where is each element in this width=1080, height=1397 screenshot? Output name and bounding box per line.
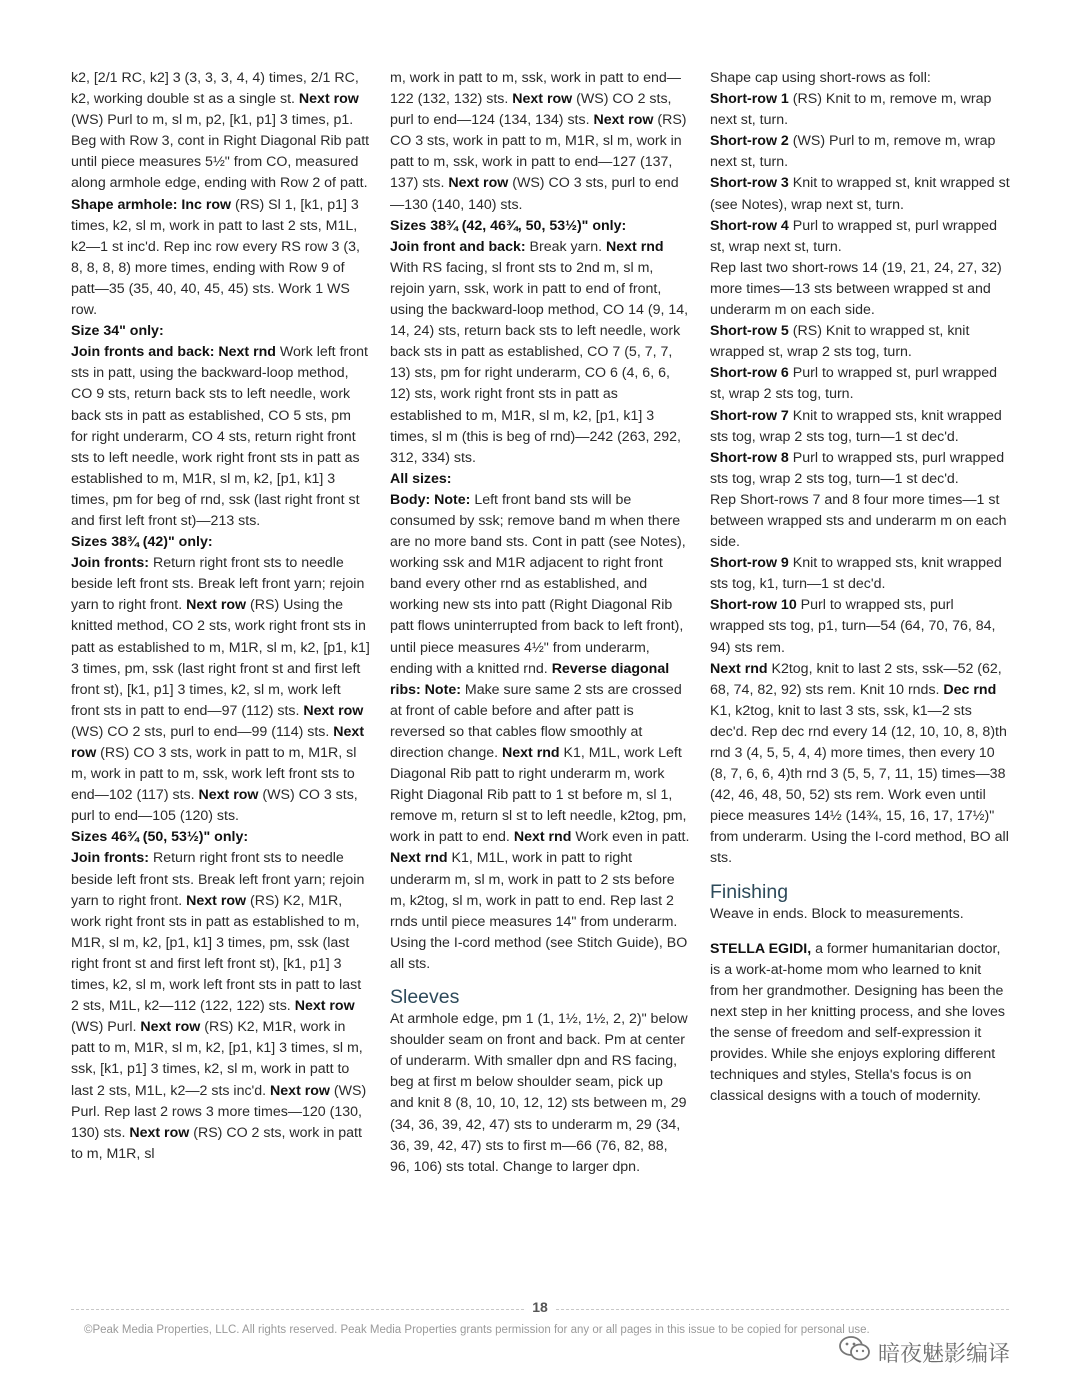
text-run: (WS) Purl. Rep last 2 rows 3 more times—120 (130, 130) sts. — [71, 1082, 367, 1141]
bold-term: Join front and back: — [390, 238, 526, 255]
bold-term: Join fronts: — [71, 555, 150, 572]
pattern-paragraph — [710, 321, 1010, 363]
text-column-2 — [390, 68, 690, 1178]
pattern-paragraph — [710, 258, 1010, 321]
bold-term: Reverse diagonal ribs: Note: — [390, 660, 670, 698]
wechat-icon — [838, 1334, 872, 1370]
text-run: (RS) K2, M1R, work right front sts in patt as established to m, M1R, sl m, k2, [p1, k1] 3 times, pm, ssk (last right front st and first left front st), [k1, p1] 3 times, k2, sl m, work left front sts in patt to last 2 sts, M1L, k2—112 (122, 122) sts. — [71, 892, 362, 1015]
text-run: Left front band sts will be consumed by ssk; remove band m when there are no more band sts. Cont in patt (see Notes), working ssk and M1R adjacent to right front band every other rnd as established, and working new sts into patt (Right Diagonal Rib patt flows uninterrupted from back to left front), until piece measures 4½" from underarm, ending with a knitted rnd. — [390, 491, 686, 677]
bold-term: Next row — [298, 91, 359, 108]
pattern-paragraph — [710, 68, 1010, 89]
bold-term: Next rnd — [390, 850, 448, 867]
bold-term: Next row — [303, 702, 364, 719]
bold-term: Short-row 5 — [710, 323, 789, 340]
text-run: Purl to wrapped st, purl wrapped st, wrap next st, turn. — [710, 217, 998, 255]
text-run: Purl to wrapped sts, purl wrapped sts tog, p1, turn—54 (64, 70, 76, 84, 94) sts rem. — [710, 597, 996, 656]
text-run: K1, M1L, work in patt to right underarm m, sl m, work in patt to 2 sts before m, k2tog, sl m, work in patt to end. Rep last 2 rnds until piece measures 14" from underarm. Using the I-cord method (see Stitch Guide), BO all sts. — [390, 850, 688, 972]
text-run: K1, k2tog, knit to last 3 sts, ssk, k1—2 sts dec'd. Rep dec rnd every 14 (12, 10, 10, 8, 8)th rnd 3 (4, 5, 5, 4, 4) more times, then every 10 (8, 7, 6, 6, 4)th rnd 3 (5, 5, 7, 11, 15) times—38 (42, 46, 48, 50, 52) sts rem. Work even until piece measures 14½ (14¾, 15, 16, 17, 17½)" from underarm. Using the I-cord method, BO all sts. — [710, 702, 1009, 867]
pattern-paragraph — [710, 363, 1010, 405]
pattern-paragraph — [710, 216, 1010, 258]
text-run: (WS) Purl to m, remove m, wrap next st, turn. — [710, 133, 996, 171]
bold-term: Next row — [71, 723, 365, 761]
text-run: (RS) Using the knitted method, CO 2 sts, work right front sts in patt as established to m, M1R, sl m, k2, [p1, k1] 3 times, pm, ssk (last right front st and first left front st), [k1, p1] 3 times, k2, sl m, work left front sts in patt to end—97 (112) sts. — [71, 597, 370, 719]
text-run: Rep Short-rows 7 and 8 four more times—1 st between wrapped sts and underarm m on each side. — [710, 491, 1007, 551]
pattern-paragraph — [390, 469, 690, 490]
pattern-paragraph — [710, 553, 1010, 595]
bold-term: Short-row 2 — [710, 133, 789, 150]
text-run: (RS) CO 3 sts, work in patt to m, M1R, sl m, work in patt to m, ssk, work in patt to end—127 (137, 137) sts. — [390, 112, 687, 192]
text-run: (RS) Knit to wrapped st, knit wrapped st, wrap 2 sts tog, turn. — [710, 323, 970, 361]
bold-term: Short-row 7 — [710, 407, 789, 424]
watermark — [838, 1334, 1058, 1370]
page-number: 18 — [524, 1299, 556, 1315]
text-run: Weave in ends. Block to measurements. — [710, 905, 964, 922]
text-run: Purl to wrapped st, purl wrapped st, wrap 2 sts tog, turn. — [710, 365, 998, 403]
pattern-paragraph — [710, 490, 1010, 553]
bold-term: Short-row 8 — [710, 449, 789, 466]
text-column-3 — [710, 68, 1010, 1107]
pattern-paragraph — [71, 827, 371, 848]
text-run: K1, M1L, work Left Diagonal Rib patt to right underarm m, work Right Diagonal Rib patt to 1 st before m, sl 1, remove m, return sl st to left needle, k2tog, pm, work in patt to end. — [390, 745, 687, 846]
text-run: Work even in patt. — [571, 829, 690, 846]
text-run: With RS facing, sl front sts to 2nd m, sl m, rejoin yarn, ssk, work in patt to end of front, using the backward-loop method, CO 14 (9, 14, 14, 24) sts, return back sts to left needle, work back sts in patt as established, CO 7 (5, 7, 7, 13) sts, pm for right underarm, CO 6 (4, 6, 6, 12) sts, work right front sts in patt as established to m, M1R, sl m, k2, [p1, k1] 3 times, sl m (this is beg of rnd)—242 (263, 292, 312, 334) sts. — [390, 259, 689, 466]
bold-term: Short-row 6 — [710, 365, 789, 382]
bold-term: Inc row — [181, 196, 232, 213]
text-run: (WS) Purl to m, sl m, p2, [k1, p1] 3 times, p1. Beg with Row 3, cont in Right Diagonal Rib patt until piece measures 5½" from CO, measured along armhole edge, ending with Row 2 of patt. — [71, 112, 370, 192]
pattern-paragraph — [71, 532, 371, 553]
text-run: At armhole edge, pm 1 (1, 1½, 1½, 2, 2)" below shoulder seam on front and back. Pm at center of underarm. With smaller dpn and RS facing, beg at first m below shoulder seam, pick up and knit 8 (8, 10, 10, 12, 12) sts between m, 29 (34, 36, 39, 42, 47) sts to underarm m, 29 (34, 36, 39, 42, 47) sts to first m—66 (76, 82, 88, 96, 106) sts total. Change to larger dpn. — [390, 1011, 688, 1175]
bold-term: STELLA EGIDI, — [710, 940, 812, 957]
text-run: Work left front sts in patt, using the backward-loop method, CO 9 sts, return back sts to left needle, work back sts in patt as established, CO 5 sts, pm for right underarm, CO 4 sts, return right front sts to left needle, work right front sts in patt as established to m, M1R, sl m, k2, [p1, k1] 3 times, pm for beg of rnd, ssk (last right front st and first left front st)—213 sts. — [71, 344, 368, 529]
bold-term: Next row — [448, 175, 509, 192]
text-run: (RS) Knit to m, remove m, wrap next st, turn. — [710, 91, 992, 129]
text-run: (WS) CO 3 sts, purl to end—105 (120) sts. — [71, 787, 358, 825]
bold-term: Next row — [512, 91, 573, 108]
text-run: Return right front sts to needle beside left front sts. Break left front yarn; rejoin yarn to right front. — [71, 850, 365, 909]
section-heading: Finishing — [710, 880, 789, 903]
bold-term: Next row — [593, 112, 654, 129]
bold-term: Next rnd — [606, 238, 664, 255]
pattern-paragraph — [710, 448, 1010, 490]
bold-term: Next row — [140, 1019, 201, 1036]
text-run: (RS) K2, M1R, work in patt to m, M1R, sl m, k2, [p1, k1] 3 times, sl m, ssk, [k1, p1] 3 times, k2, sl m, work in patt to last 2 sts, M1L, k2—2 sts inc'd. — [71, 1019, 363, 1099]
bold-term: Next rnd — [502, 745, 560, 761]
pattern-paragraph — [710, 406, 1010, 448]
text-run: (WS) CO 2 sts, purl to end—124 (134, 134) sts. — [390, 91, 672, 129]
pattern-paragraph — [390, 68, 690, 216]
pattern-paragraph — [710, 595, 1010, 658]
bold-term: Next row — [294, 998, 355, 1015]
text-run: (RS) CO 2 sts, work in patt to m, M1R, sl — [71, 1124, 362, 1162]
bold-term: Sizes 38¾ (42)" only: — [71, 534, 213, 551]
text-run: Knit to wrapped st, knit wrapped st (see Notes), wrap next st, turn. — [710, 175, 1010, 213]
text-run: (WS) Purl. — [71, 1019, 141, 1036]
bold-term: Short-row 1 — [710, 91, 789, 108]
bold-term: Short-row 9 — [710, 555, 789, 572]
pattern-paragraph — [390, 237, 690, 469]
bold-term: All sizes: — [390, 470, 452, 487]
text-run: Make sure same 2 sts are crossed at front of cable before and after patt is reversed so that cables flow smoothly at direction change. — [390, 681, 682, 761]
text-run: Knit to wrapped sts, knit wrapped sts tog, wrap 2 sts tog, turn—1 st dec'd. — [710, 407, 1002, 445]
copyright-notice: ©Peak Media Properties, LLC. All rights reserved. Peak Media Properties grants permission for any or all pages in this issue to be copied for personal use. — [84, 1324, 870, 1336]
bold-term: Join fronts: — [71, 850, 150, 867]
bold-term: Shape armhole: — [71, 196, 178, 213]
text-column-1 — [71, 68, 371, 1165]
text-run: Shape cap using short-rows as foll: — [710, 70, 931, 86]
bold-term: Next row — [129, 1124, 190, 1141]
bold-term: Join fronts and back: Next rnd — [71, 344, 276, 361]
bold-term: Next rnd — [710, 660, 768, 677]
pattern-paragraph — [390, 216, 690, 237]
pattern-paragraph — [71, 321, 371, 342]
text-run: (RS) CO 3 sts, work in patt to m, M1R, sl m, work in patt to m, ssk, work left front sts to end—102 (117) sts. — [71, 745, 357, 804]
bold-term: Sizes 38¾ (42, 46¾, 50, 53½)" only: — [390, 217, 627, 234]
watermark-text: 暗夜魅影编译 — [878, 1341, 1011, 1367]
text-run: m, work in patt to m, ssk, work in patt to end—122 (132, 132) sts. — [390, 70, 681, 108]
bold-term: Next rnd — [513, 829, 572, 846]
pattern-paragraph — [71, 848, 371, 1164]
designer-bio — [710, 939, 1010, 1108]
bold-term: Sizes 46¾ (50, 53½)" only: — [71, 829, 249, 846]
bold-term: Next row — [198, 787, 259, 804]
text-run: k2, [2/1 RC, k2] 3 (3, 3, 3, 4, 4) times, 2/1 RC, k2, working double st as a single st. — [71, 70, 359, 108]
bold-term: Next row — [270, 1082, 330, 1099]
text-run: a former humanitarian doctor, is a work-at-home mom who learned to knit from her grandmother. Designing has been the next step in her knitting process, and she loves the sense of freedom and self-expression it provides. While she enjoys exploring different techniques and styles, Stella's focus is on classical designs with a touch of modernity. — [710, 940, 1005, 1105]
text-run: (WS) CO 3 sts, purl to end—130 (140, 140) sts. — [390, 175, 679, 213]
bold-term: Size 34" only: — [71, 323, 164, 340]
pattern-paragraph — [71, 68, 371, 321]
bold-term: Short-row 4 — [710, 217, 789, 234]
text-run: (RS) Sl 1, [k1, p1] 3 times, k2, sl m, work in patt to last 2 sts, M1L, k2—1 st inc'd. Rep inc row every RS row 3 (3, 8, 8, 8, 8) more times, ending with Row 9 of patt—35 (35, 40, 40, 45, 45) sts. Work 1 WS row. — [71, 196, 360, 319]
text-run: Purl to wrapped sts, purl wrapped sts tog, wrap 2 sts tog, turn—1 st dec'd. — [710, 449, 1005, 487]
pattern-paragraph — [390, 1009, 690, 1178]
bold-term: Next row — [186, 892, 247, 909]
text-run: K2tog, knit to last 2 sts, ssk—52 (62, 68, 74, 82, 92) sts rem. Knit 10 rnds. — [710, 660, 1002, 698]
text-run: (WS) CO 2 sts, purl to end—99 (114) sts. — [71, 723, 334, 740]
pattern-paragraph — [710, 904, 1010, 925]
bold-term: Short-row 10 — [710, 597, 797, 614]
bold-term: Dec rnd — [943, 681, 997, 698]
pattern-paragraph — [710, 173, 1010, 215]
text-run: Return right front sts to needle beside left front sts. Break left front yarn; rejoin yarn to right front. — [71, 555, 365, 614]
bold-term: Next row — [186, 597, 247, 614]
bold-term: Body: Note: — [390, 491, 471, 508]
text-run: Rep last two short-rows 14 (19, 21, 24, 27, 32) more times—13 sts between wrapped st and underarm m on each side. — [710, 259, 1002, 319]
pattern-paragraph — [710, 89, 1010, 131]
pattern-paragraph — [71, 342, 371, 532]
text-run: Break yarn. — [525, 238, 607, 255]
text-run: Knit to wrapped sts, knit wrapped sts tog, k1, turn—1 st dec'd. — [710, 555, 1002, 593]
pattern-paragraph — [390, 490, 690, 975]
pattern-paragraph — [71, 553, 371, 827]
section-heading: Sleeves — [390, 986, 460, 1009]
pattern-paragraph — [710, 659, 1010, 870]
pattern-paragraph — [710, 131, 1010, 173]
bold-term: Short-row 3 — [710, 175, 789, 192]
